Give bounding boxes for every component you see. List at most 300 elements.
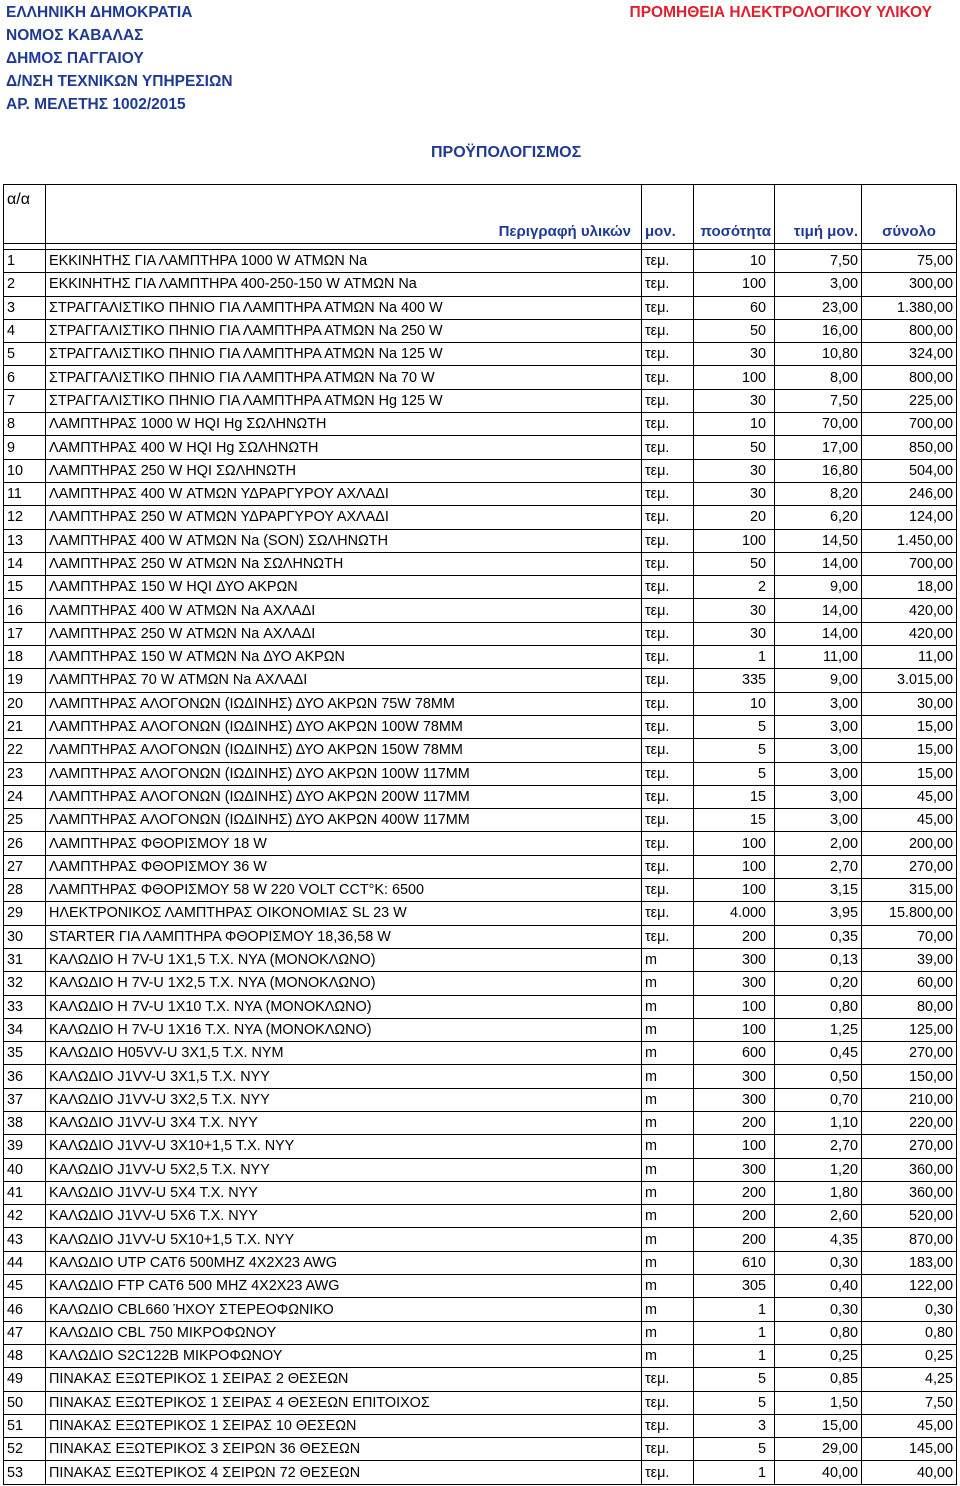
item-unit: m — [642, 1158, 694, 1181]
item-quantity: 15 — [694, 785, 775, 808]
row-number: 31 — [4, 948, 46, 971]
item-description: ΗΛΕΚΤΡΟΝΙΚΟΣ ΛΑΜΠΤΗΡΑΣ ΟΙΚΟΝΟΜΙΑΣ SL 23 W — [46, 902, 642, 925]
table-row — [4, 1461, 957, 1484]
item-total: 45,00 — [862, 785, 957, 808]
item-total: 1.450,00 — [862, 529, 957, 552]
table-row — [4, 925, 957, 948]
item-unit: τεμ. — [642, 436, 694, 459]
item-quantity: 300 — [694, 948, 775, 971]
item-quantity: 100 — [694, 1135, 775, 1158]
table-row — [4, 1111, 957, 1134]
item-quantity: 5 — [694, 739, 775, 762]
table-row — [4, 972, 957, 995]
item-unit: τεμ. — [642, 902, 694, 925]
item-unit-price: 14,00 — [775, 622, 862, 645]
item-quantity: 100 — [694, 366, 775, 389]
item-quantity: 100 — [694, 832, 775, 855]
item-unit: τεμ. — [642, 692, 694, 715]
item-quantity: 1 — [694, 1321, 775, 1344]
item-quantity: 300 — [694, 1065, 775, 1088]
item-quantity: 600 — [694, 1042, 775, 1065]
table-row — [4, 879, 957, 902]
item-unit: τεμ. — [642, 832, 694, 855]
item-unit-price: 29,00 — [775, 1438, 862, 1461]
item-description: ΛΑΜΠΤΗΡΑΣ ΑΛΟΓΟΝΩΝ (ΙΩΔΙΝΗΣ) ΔΥΟ ΑΚΡΩΝ 200W 117MM — [46, 785, 642, 808]
item-unit-price: 7,50 — [775, 250, 862, 273]
item-description: ΣΤΡΑΓΓΑΛΙΣΤΙΚΟ ΠΗΝΙΟ ΓΙΑ ΛΑΜΠΤΗΡΑ ΑΤΜΩΝ Na 70 W — [46, 366, 642, 389]
item-unit-price: 3,00 — [775, 273, 862, 296]
item-quantity: 305 — [694, 1275, 775, 1298]
item-quantity: 3 — [694, 1414, 775, 1437]
table-row — [4, 599, 957, 622]
item-description: ΚΑΛΩΔΙΟ CBL660 ΉΧΟΥ ΣΤΕΡΕΟΦΩΝΙΚΟ — [46, 1298, 642, 1321]
item-total: 315,00 — [862, 879, 957, 902]
item-unit-price: 70,00 — [775, 413, 862, 436]
item-total: 360,00 — [862, 1181, 957, 1204]
item-total: 300,00 — [862, 273, 957, 296]
table-row — [4, 762, 957, 785]
item-unit-price: 15,00 — [775, 1414, 862, 1437]
item-total: 39,00 — [862, 948, 957, 971]
item-unit-price: 2,70 — [775, 855, 862, 878]
item-total: 15,00 — [862, 739, 957, 762]
item-quantity: 2 — [694, 576, 775, 599]
item-description: ΚΑΛΩΔΙΟ H 7V-U 1X16 T.X. NYA (ΜΟΝΟΚΛΩΝΟ) — [46, 1018, 642, 1041]
item-total: 150,00 — [862, 1065, 957, 1088]
item-unit: τεμ. — [642, 646, 694, 669]
item-description: ΛΑΜΠΤΗΡΑΣ 250 W ΑΤΜΩΝ Na ΑΧΛΑΔΙ — [46, 622, 642, 645]
table-row — [4, 1298, 957, 1321]
item-unit: τεμ. — [642, 273, 694, 296]
table-row — [4, 1321, 957, 1344]
item-total: 60,00 — [862, 972, 957, 995]
item-description: ΚΑΛΩΔΙΟ H05VV-U 3X1,5 T.X. NYM — [46, 1042, 642, 1065]
item-description: ΣΤΡΑΓΓΑΛΙΣΤΙΚΟ ΠΗΝΙΟ ΓΙΑ ΛΑΜΠΤΗΡΑ ΑΤΜΩΝ Hg 125 W — [46, 389, 642, 412]
item-description: ΣΤΡΑΓΓΑΛΙΣΤΙΚΟ ΠΗΝΙΟ ΓΙΑ ΛΑΜΠΤΗΡΑ ΑΤΜΩΝ Na 250 W — [46, 319, 642, 342]
header-line-municipality: ΔΗΜΟΣ ΠΑΓΓΑΙΟΥ — [6, 50, 144, 67]
item-total: 30,00 — [862, 692, 957, 715]
item-description: ΚΑΛΩΔΙΟ S2C122B ΜΙΚΡΟΦΩΝΟΥ — [46, 1344, 642, 1367]
table-row — [4, 389, 957, 412]
item-total: 220,00 — [862, 1111, 957, 1134]
row-number: 13 — [4, 529, 46, 552]
item-unit: τεμ. — [642, 1414, 694, 1437]
table-row — [4, 669, 957, 692]
item-unit: m — [642, 1065, 694, 1088]
item-total: 360,00 — [862, 1158, 957, 1181]
item-quantity: 30 — [694, 459, 775, 482]
item-unit-price: 3,15 — [775, 879, 862, 902]
table-row — [4, 1438, 957, 1461]
item-description: ΛΑΜΠΤΗΡΑΣ 150 W HQI ΔΥΟ ΑΚΡΩΝ — [46, 576, 642, 599]
item-unit-price: 1,80 — [775, 1181, 862, 1204]
item-total: 75,00 — [862, 250, 957, 273]
item-unit: τεμ. — [642, 482, 694, 505]
item-description: ΛΑΜΠΤΗΡΑΣ ΦΘΟΡΙΣΜΟΥ 36 W — [46, 855, 642, 878]
item-description: ΣΤΡΑΓΓΑΛΙΣΤΙΚΟ ΠΗΝΙΟ ΓΙΑ ΛΑΜΠΤΗΡΑ ΑΤΜΩΝ Na 125 W — [46, 343, 642, 366]
item-unit: τεμ. — [642, 343, 694, 366]
item-total: 145,00 — [862, 1438, 957, 1461]
row-number: 27 — [4, 855, 46, 878]
table-row — [4, 296, 957, 319]
item-quantity: 60 — [694, 296, 775, 319]
item-quantity: 1 — [694, 646, 775, 669]
table-row — [4, 948, 957, 971]
row-number: 38 — [4, 1111, 46, 1134]
item-unit: τεμ. — [642, 925, 694, 948]
item-description: ΚΑΛΩΔΙΟ J1VV-U 5X2,5 T.X. NYY — [46, 1158, 642, 1181]
item-quantity: 50 — [694, 552, 775, 575]
item-quantity: 30 — [694, 389, 775, 412]
row-number: 18 — [4, 646, 46, 669]
item-unit-price: 2,00 — [775, 832, 862, 855]
row-number: 47 — [4, 1321, 46, 1344]
table-header-row — [4, 185, 957, 244]
item-total: 15.800,00 — [862, 902, 957, 925]
row-number: 45 — [4, 1275, 46, 1298]
table-row — [4, 1018, 957, 1041]
item-description: ΛΑΜΠΤΗΡΑΣ 400 W HQI Hg ΣΩΛΗΝΩΤΗ — [46, 436, 642, 459]
item-description: ΣΤΡΑΓΓΑΛΙΣΤΙΚΟ ΠΗΝΙΟ ΓΙΑ ΛΑΜΠΤΗΡΑ ΑΤΜΩΝ Na 400 W — [46, 296, 642, 319]
table-row — [4, 529, 957, 552]
item-description: ΠΙΝΑΚΑΣ ΕΞΩΤΕΡΙΚΟΣ 1 ΣΕΙΡΑΣ 2 ΘΕΣΕΩΝ — [46, 1368, 642, 1391]
item-description: ΛΑΜΠΤΗΡΑΣ 250 W ΑΤΜΩΝ ΥΔΡΑΡΓΥΡΟΥ ΑΧΛΑΔΙ — [46, 506, 642, 529]
item-description: ΠΙΝΑΚΑΣ ΕΞΩΤΕΡΙΚΟΣ 3 ΣΕΙΡΩΝ 36 ΘΕΣΕΩΝ — [46, 1438, 642, 1461]
table-row — [4, 785, 957, 808]
row-number: 41 — [4, 1181, 46, 1204]
table-row — [4, 1275, 957, 1298]
item-total: 800,00 — [862, 366, 957, 389]
item-description: ΕΚΚΙΝΗΤΗΣ ΓΙΑ ΛΑΜΠΤΗΡΑ 400-250-150 W ΑΤΜΩΝ Na — [46, 273, 642, 296]
item-unit: τεμ. — [642, 599, 694, 622]
row-number: 10 — [4, 459, 46, 482]
row-number: 49 — [4, 1368, 46, 1391]
item-unit-price: 17,00 — [775, 436, 862, 459]
row-number: 44 — [4, 1251, 46, 1274]
row-number: 35 — [4, 1042, 46, 1065]
item-description: ΛΑΜΠΤΗΡΑΣ 70 W ΑΤΜΩΝ Na ΑΧΛΑΔΙ — [46, 669, 642, 692]
item-unit-price: 0,80 — [775, 995, 862, 1018]
item-quantity: 30 — [694, 482, 775, 505]
item-total: 270,00 — [862, 1042, 957, 1065]
item-total: 0,80 — [862, 1321, 957, 1344]
item-quantity: 200 — [694, 1111, 775, 1134]
item-description: ΛΑΜΠΤΗΡΑΣ 400 W ΑΤΜΩΝ Na ΑΧΛΑΔΙ — [46, 599, 642, 622]
item-unit: m — [642, 1344, 694, 1367]
row-number: 9 — [4, 436, 46, 459]
table-row — [4, 506, 957, 529]
table-row — [4, 1251, 957, 1274]
item-quantity: 5 — [694, 1368, 775, 1391]
row-number: 30 — [4, 925, 46, 948]
item-quantity: 4.000 — [694, 902, 775, 925]
item-unit: τεμ. — [642, 459, 694, 482]
table-row — [4, 1065, 957, 1088]
table-row — [4, 739, 957, 762]
item-quantity: 5 — [694, 715, 775, 738]
item-quantity: 10 — [694, 692, 775, 715]
item-unit-price: 3,00 — [775, 785, 862, 808]
item-quantity: 1 — [694, 1298, 775, 1321]
item-description: ΛΑΜΠΤΗΡΑΣ ΑΛΟΓΟΝΩΝ (ΙΩΔΙΝΗΣ) ΔΥΟ ΑΚΡΩΝ 75W 78MM — [46, 692, 642, 715]
item-quantity: 15 — [694, 809, 775, 832]
row-number: 21 — [4, 715, 46, 738]
row-number: 26 — [4, 832, 46, 855]
row-number: 1 — [4, 250, 46, 273]
row-number: 11 — [4, 482, 46, 505]
item-total: 183,00 — [862, 1251, 957, 1274]
item-description: ΛΑΜΠΤΗΡΑΣ ΦΘΟΡΙΣΜΟΥ 58 W 220 VOLT CCT°K: 6500 — [46, 879, 642, 902]
item-total: 45,00 — [862, 809, 957, 832]
item-unit-price: 14,00 — [775, 599, 862, 622]
item-total: 45,00 — [862, 1414, 957, 1437]
item-total: 225,00 — [862, 389, 957, 412]
item-unit-price: 16,80 — [775, 459, 862, 482]
item-description: STARTER ΓΙΑ ΛΑΜΠΤΗΡΑ ΦΘΟΡΙΣΜΟΥ 18,36,58 W — [46, 925, 642, 948]
row-number: 28 — [4, 879, 46, 902]
item-unit: τεμ. — [642, 413, 694, 436]
item-unit-price: 0,30 — [775, 1298, 862, 1321]
item-total: 7,50 — [862, 1391, 957, 1414]
row-number: 23 — [4, 762, 46, 785]
column-header-aa: α/α — [4, 185, 46, 244]
item-unit: τεμ. — [642, 879, 694, 902]
item-quantity: 200 — [694, 1228, 775, 1251]
item-unit-price: 0,50 — [775, 1065, 862, 1088]
item-total: 1.380,00 — [862, 296, 957, 319]
item-description: ΛΑΜΠΤΗΡΑΣ 250 W HQI ΣΩΛΗΝΩΤΗ — [46, 459, 642, 482]
item-description: ΛΑΜΠΤΗΡΑΣ 250 W ΑΤΜΩΝ Na ΣΩΛΗΝΩΤΗ — [46, 552, 642, 575]
row-number: 14 — [4, 552, 46, 575]
item-total: 124,00 — [862, 506, 957, 529]
item-description: ΚΑΛΩΔΙΟ J1VV-U 5X6 T.X. NYY — [46, 1205, 642, 1228]
item-description: ΚΑΛΩΔΙΟ H 7V-U 1X10 T.X. NYA (ΜΟΝΟΚΛΩΝΟ) — [46, 995, 642, 1018]
column-header-unit: μον. — [642, 185, 694, 244]
item-total: 0,30 — [862, 1298, 957, 1321]
item-unit-price: 14,00 — [775, 552, 862, 575]
item-unit-price: 0,30 — [775, 1251, 862, 1274]
item-unit: m — [642, 1088, 694, 1111]
item-quantity: 300 — [694, 1158, 775, 1181]
row-number: 51 — [4, 1414, 46, 1437]
row-number: 43 — [4, 1228, 46, 1251]
item-quantity: 30 — [694, 343, 775, 366]
table-row — [4, 855, 957, 878]
item-unit: τεμ. — [642, 250, 694, 273]
row-number: 16 — [4, 599, 46, 622]
item-total: 15,00 — [862, 715, 957, 738]
item-unit-price: 7,50 — [775, 389, 862, 412]
item-description: ΚΑΛΩΔΙΟ H 7V-U 1X1,5 T.X. NYA (ΜΟΝΟΚΛΩΝΟ) — [46, 948, 642, 971]
item-unit: τεμ. — [642, 1368, 694, 1391]
table-row — [4, 809, 957, 832]
item-description: ΛΑΜΠΤΗΡΑΣ 400 W ΑΤΜΩΝ ΥΔΡΑΡΓΥΡΟΥ ΑΧΛΑΔΙ — [46, 482, 642, 505]
row-number: 39 — [4, 1135, 46, 1158]
item-unit: m — [642, 1111, 694, 1134]
item-total: 246,00 — [862, 482, 957, 505]
item-unit: τεμ. — [642, 669, 694, 692]
row-number: 22 — [4, 739, 46, 762]
header-line-directorate: Δ/ΝΣΗ ΤΕΧΝΙΚΩΝ ΥΠΗΡΕΣΙΩΝ — [6, 73, 233, 90]
row-number: 46 — [4, 1298, 46, 1321]
item-quantity: 20 — [694, 506, 775, 529]
item-unit: τεμ. — [642, 809, 694, 832]
row-number: 32 — [4, 972, 46, 995]
item-total: 15,00 — [862, 762, 957, 785]
item-quantity: 5 — [694, 1438, 775, 1461]
item-unit-price: 0,20 — [775, 972, 862, 995]
item-total: 80,00 — [862, 995, 957, 1018]
item-unit-price: 8,00 — [775, 366, 862, 389]
item-unit-price: 3,00 — [775, 715, 862, 738]
item-description: ΛΑΜΠΤΗΡΑΣ ΑΛΟΓΟΝΩΝ (ΙΩΔΙΝΗΣ) ΔΥΟ ΑΚΡΩΝ 150W 78MM — [46, 739, 642, 762]
row-number: 3 — [4, 296, 46, 319]
item-total: 700,00 — [862, 552, 957, 575]
item-unit-price: 0,40 — [775, 1275, 862, 1298]
item-total: 520,00 — [862, 1205, 957, 1228]
item-description: ΛΑΜΠΤΗΡΑΣ ΦΘΟΡΙΣΜΟΥ 18 W — [46, 832, 642, 855]
item-unit-price: 0,85 — [775, 1368, 862, 1391]
row-number: 29 — [4, 902, 46, 925]
row-number: 15 — [4, 576, 46, 599]
item-description: ΛΑΜΠΤΗΡΑΣ 1000 W HQI Hg ΣΩΛΗΝΩΤΗ — [46, 413, 642, 436]
item-description: ΠΙΝΑΚΑΣ ΕΞΩΤΕΡΙΚΟΣ 1 ΣΕΙΡΑΣ 4 ΘΕΣΕΩΝ ΕΠΙΤΟΙΧΟΣ — [46, 1391, 642, 1414]
table-row — [4, 622, 957, 645]
table-body — [4, 250, 957, 1485]
row-number: 53 — [4, 1461, 46, 1484]
item-unit: τεμ. — [642, 1461, 694, 1484]
table-row — [4, 1042, 957, 1065]
table-row — [4, 366, 957, 389]
header-line-country: ΕΛΛΗΝΙΚΗ ΔΗΜΟΚΡΑΤΙΑ — [6, 4, 193, 21]
item-unit-price: 9,00 — [775, 576, 862, 599]
budget-table — [3, 184, 957, 1485]
column-header-quantity: ποσότητα — [694, 185, 775, 244]
table-row — [4, 273, 957, 296]
item-description: ΛΑΜΠΤΗΡΑΣ 150 W ΑΤΜΩΝ Na ΔΥΟ ΑΚΡΩΝ — [46, 646, 642, 669]
item-unit-price: 0,13 — [775, 948, 862, 971]
table-row — [4, 1088, 957, 1111]
row-number: 17 — [4, 622, 46, 645]
item-unit-price: 2,60 — [775, 1205, 862, 1228]
item-unit-price: 23,00 — [775, 296, 862, 319]
item-unit: τεμ. — [642, 1391, 694, 1414]
item-description: ΚΑΛΩΔΙΟ UTP CAT6 500MHZ 4X2X23 AWG — [46, 1251, 642, 1274]
item-unit: m — [642, 1275, 694, 1298]
item-quantity: 200 — [694, 1181, 775, 1204]
item-quantity: 30 — [694, 599, 775, 622]
item-unit-price: 0,35 — [775, 925, 862, 948]
item-unit: τεμ. — [642, 622, 694, 645]
item-unit: m — [642, 948, 694, 971]
item-description: ΚΑΛΩΔΙΟ J1VV-U 3X2,5 T.X. NYY — [46, 1088, 642, 1111]
item-description: ΠΙΝΑΚΑΣ ΕΞΩΤΕΡΙΚΟΣ 4 ΣΕΙΡΩΝ 72 ΘΕΣΕΩΝ — [46, 1461, 642, 1484]
item-unit-price: 3,00 — [775, 692, 862, 715]
item-total: 0,25 — [862, 1344, 957, 1367]
item-unit: τεμ. — [642, 1438, 694, 1461]
item-description: ΛΑΜΠΤΗΡΑΣ 400 W ΑΤΜΩΝ Na (SON) ΣΩΛΗΝΩΤΗ — [46, 529, 642, 552]
item-unit-price: 14,50 — [775, 529, 862, 552]
row-number: 4 — [4, 319, 46, 342]
table-row — [4, 692, 957, 715]
row-number: 24 — [4, 785, 46, 808]
item-description: ΚΑΛΩΔΙΟ J1VV-U 3X1,5 T.X. NYY — [46, 1065, 642, 1088]
table-row — [4, 459, 957, 482]
item-unit-price: 9,00 — [775, 669, 862, 692]
item-description: ΠΙΝΑΚΑΣ ΕΞΩΤΕΡΙΚΟΣ 1 ΣΕΙΡΑΣ 10 ΘΕΣΕΩΝ — [46, 1414, 642, 1437]
item-quantity: 50 — [694, 436, 775, 459]
item-unit: m — [642, 1018, 694, 1041]
table-row — [4, 832, 957, 855]
item-unit: m — [642, 1135, 694, 1158]
row-number: 48 — [4, 1344, 46, 1367]
row-number: 25 — [4, 809, 46, 832]
item-unit: m — [642, 1251, 694, 1274]
table-row — [4, 436, 957, 459]
item-quantity: 300 — [694, 1088, 775, 1111]
table-row — [4, 1228, 957, 1251]
item-unit-price: 0,80 — [775, 1321, 862, 1344]
item-total: 270,00 — [862, 855, 957, 878]
row-number: 33 — [4, 995, 46, 1018]
item-unit-price: 8,20 — [775, 482, 862, 505]
item-unit-price: 6,20 — [775, 506, 862, 529]
item-unit-price: 16,00 — [775, 319, 862, 342]
item-unit: τεμ. — [642, 366, 694, 389]
item-unit: m — [642, 995, 694, 1018]
item-total: 800,00 — [862, 319, 957, 342]
table-row — [4, 1344, 957, 1367]
table-row — [4, 1414, 957, 1437]
item-unit-price: 3,95 — [775, 902, 862, 925]
item-quantity: 100 — [694, 1018, 775, 1041]
item-total: 270,00 — [862, 1135, 957, 1158]
item-quantity: 300 — [694, 972, 775, 995]
item-total: 3.015,00 — [862, 669, 957, 692]
item-unit-price: 40,00 — [775, 1461, 862, 1484]
row-number: 52 — [4, 1438, 46, 1461]
column-header-description: Περιγραφή υλικών — [46, 185, 642, 244]
table-row — [4, 1391, 957, 1414]
table-row — [4, 715, 957, 738]
item-description: ΛΑΜΠΤΗΡΑΣ ΑΛΟΓΟΝΩΝ (ΙΩΔΙΝΗΣ) ΔΥΟ ΑΚΡΩΝ 100W 78MM — [46, 715, 642, 738]
item-unit-price: 4,35 — [775, 1228, 862, 1251]
item-total: 40,00 — [862, 1461, 957, 1484]
item-description: ΚΑΛΩΔΙΟ J1VV-U 3X4 T.X. NYY — [46, 1111, 642, 1134]
table-row — [4, 250, 957, 273]
item-unit-price: 3,00 — [775, 762, 862, 785]
column-header-total: σύνολο — [862, 185, 957, 244]
item-total: 870,00 — [862, 1228, 957, 1251]
item-total: 70,00 — [862, 925, 957, 948]
row-number: 40 — [4, 1158, 46, 1181]
table-row — [4, 1135, 957, 1158]
table-row — [4, 482, 957, 505]
header-line-study-number: ΑΡ. ΜΕΛΕΤΗΣ 1002/2015 — [6, 96, 186, 113]
table-row — [4, 1181, 957, 1204]
item-unit: τεμ. — [642, 576, 694, 599]
item-description: ΚΑΛΩΔΙΟ FTP CAT6 500 MHZ 4X2X23 AWG — [46, 1275, 642, 1298]
item-quantity: 5 — [694, 762, 775, 785]
item-quantity: 5 — [694, 1391, 775, 1414]
row-number: 7 — [4, 389, 46, 412]
row-number: 5 — [4, 343, 46, 366]
item-quantity: 10 — [694, 250, 775, 273]
item-quantity: 100 — [694, 879, 775, 902]
item-unit: τεμ. — [642, 506, 694, 529]
item-description: ΚΑΛΩΔΙΟ CBL 750 ΜΙΚΡΟΦΩΝΟΥ — [46, 1321, 642, 1344]
item-unit: m — [642, 1042, 694, 1065]
